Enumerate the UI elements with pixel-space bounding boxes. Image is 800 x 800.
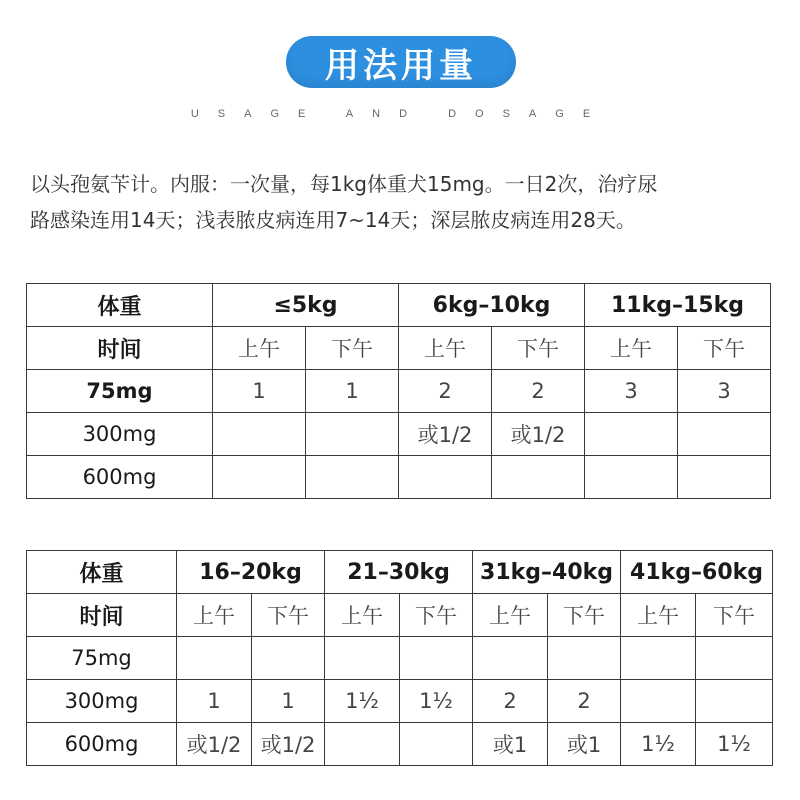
- description-line-1: 以头孢氨苄计。内服：一次量，每1kg体重犬15mg。一日2次，治疗尿: [30, 172, 658, 196]
- dose-cell: [678, 413, 771, 456]
- dose-label: 75mg: [27, 370, 213, 413]
- page-subtitle: USAGE AND DOSAGE: [190, 108, 610, 120]
- dose-cell: [696, 680, 773, 723]
- dose-label: 300mg: [27, 413, 213, 456]
- dose-cell: 或1/2: [252, 723, 325, 766]
- weight-range-cell: 16–20kg: [177, 551, 325, 594]
- dose-cell: 1½: [696, 723, 773, 766]
- dose-cell: 2: [473, 680, 548, 723]
- time-cell: 下午: [252, 594, 325, 637]
- time-cell: 上午: [213, 327, 306, 370]
- time-cell: 下午: [696, 594, 773, 637]
- dose-cell: [325, 723, 400, 766]
- dose-cell: 1½: [400, 680, 473, 723]
- dose-cell: 2: [548, 680, 621, 723]
- dose-cell: 1½: [621, 723, 696, 766]
- time-cell: 下午: [678, 327, 771, 370]
- page-title: 用法用量: [325, 45, 477, 86]
- dose-cell: 1: [306, 370, 399, 413]
- weight-range-cell: 6kg–10kg: [399, 284, 585, 327]
- table-row-time: [27, 327, 771, 370]
- dosage-description: [30, 166, 780, 238]
- dose-cell: [400, 723, 473, 766]
- table-row: [27, 413, 771, 456]
- dose-cell: [548, 637, 621, 680]
- dose-label: 75mg: [27, 637, 177, 680]
- dose-cell: 1½: [325, 680, 400, 723]
- dose-label: 300mg: [27, 680, 177, 723]
- dose-cell: [213, 413, 306, 456]
- dose-cell: [678, 456, 771, 499]
- weight-header: 体重: [27, 551, 177, 594]
- dose-cell: [473, 637, 548, 680]
- weight-header: 体重: [27, 284, 213, 327]
- dose-cell: [213, 456, 306, 499]
- table-row: [27, 370, 771, 413]
- dose-cell: [306, 413, 399, 456]
- dose-cell: [585, 456, 678, 499]
- dose-cell: [252, 637, 325, 680]
- dose-cell: [492, 456, 585, 499]
- dose-cell: [306, 456, 399, 499]
- table-row: [27, 723, 773, 766]
- time-cell: 下午: [548, 594, 621, 637]
- dose-cell: 或1: [473, 723, 548, 766]
- dose-cell: 1: [252, 680, 325, 723]
- time-header: 时间: [27, 594, 177, 637]
- dose-cell: [325, 637, 400, 680]
- dose-cell: 1: [177, 680, 252, 723]
- dose-cell: [621, 680, 696, 723]
- dose-cell: [585, 413, 678, 456]
- time-cell: 下午: [492, 327, 585, 370]
- time-cell: 上午: [325, 594, 400, 637]
- dose-cell: 或1/2: [399, 413, 492, 456]
- time-cell: 上午: [585, 327, 678, 370]
- dose-cell: [177, 637, 252, 680]
- table-row: [27, 637, 773, 680]
- dose-label: 600mg: [27, 723, 177, 766]
- time-cell: 下午: [400, 594, 473, 637]
- dose-cell: 1: [213, 370, 306, 413]
- weight-range-cell: 31kg–40kg: [473, 551, 621, 594]
- time-cell: 上午: [399, 327, 492, 370]
- dose-cell: [621, 637, 696, 680]
- time-header: 时间: [27, 327, 213, 370]
- table-row: [27, 456, 771, 499]
- weight-range-cell: ≤5kg: [213, 284, 399, 327]
- dose-cell: [696, 637, 773, 680]
- dose-cell: [399, 456, 492, 499]
- dose-label: 600mg: [27, 456, 213, 499]
- dose-cell: [400, 637, 473, 680]
- dosage-table-large-dogs: [26, 550, 773, 766]
- title-banner: [286, 36, 516, 88]
- time-cell: 下午: [306, 327, 399, 370]
- table-row-time: [27, 594, 773, 637]
- dosage-table-small-dogs: [26, 283, 771, 499]
- dose-cell: 3: [678, 370, 771, 413]
- time-cell: 上午: [621, 594, 696, 637]
- dose-cell: 2: [399, 370, 492, 413]
- table-row-weight: [27, 551, 773, 594]
- time-cell: 上午: [177, 594, 252, 637]
- dose-cell: 或1/2: [492, 413, 585, 456]
- weight-range-cell: 21–30kg: [325, 551, 473, 594]
- dose-cell: 2: [492, 370, 585, 413]
- dose-cell: 或1: [548, 723, 621, 766]
- table-row: [27, 680, 773, 723]
- dose-cell: 或1/2: [177, 723, 252, 766]
- table-row-weight: [27, 284, 771, 327]
- dose-cell: 3: [585, 370, 678, 413]
- weight-range-cell: 41kg–60kg: [621, 551, 773, 594]
- time-cell: 上午: [473, 594, 548, 637]
- description-line-2: 路感染连用14天；浅表脓皮病连用7~14天；深层脓皮病连用28天。: [30, 208, 636, 232]
- weight-range-cell: 11kg–15kg: [585, 284, 771, 327]
